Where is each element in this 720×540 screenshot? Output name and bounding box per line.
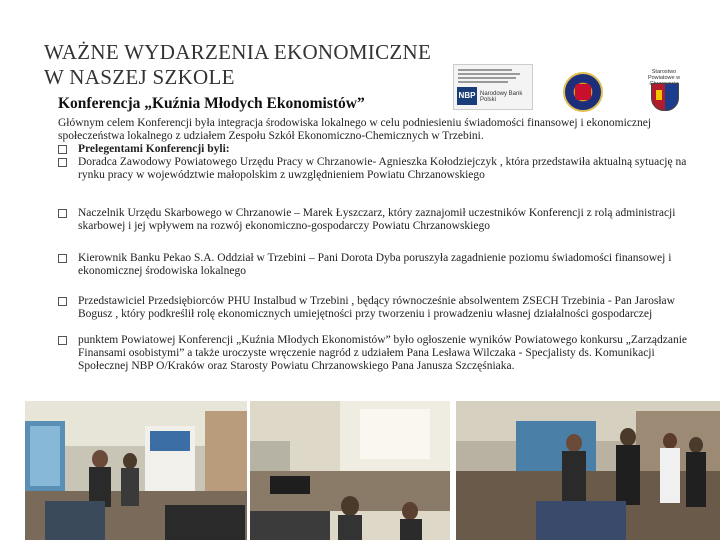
checkbox-bullet-icon <box>58 158 67 167</box>
nbp-logo <box>453 64 533 110</box>
conference-photo-3 <box>456 401 720 540</box>
county-crest-logo <box>651 83 679 111</box>
list-item <box>58 143 698 156</box>
list-item-text: Przedstawiciel Przedsiębiorców PHU Instalbud w Trzebini , będący równocześnie absolwentem ZSECH Trzebinia - Pan Jarosław Bogusz , który podkreślił rolę ekonomicznych umiejętności przy tworzeniu i prowadzeniu własnej działalności gospodarczej <box>78 295 675 320</box>
checkbox-bullet-icon <box>58 254 67 263</box>
photo-strip <box>0 401 720 540</box>
list-item-text: Kierownik Banku Pekao S.A. Oddział w Trzebini – Pani Dorota Dyba poruszyła zagadnienie poziomu świadomości finansowej i ekonomicznej środowiska lokalnego <box>78 252 672 277</box>
list-item <box>58 156 698 182</box>
conference-photo-2 <box>250 401 450 540</box>
title-line-2: W NASZEJ SZKOLE <box>44 65 235 89</box>
list-item-text: Prelegentami Konferencji byli: <box>78 143 230 155</box>
title-block <box>44 40 431 90</box>
content-body <box>58 117 698 372</box>
list-item <box>58 252 698 278</box>
title-line-1: WAŻNE WYDARZENIA EKONOMICZNE <box>44 40 432 64</box>
list-item <box>58 207 698 233</box>
conference-subtitle: Konferencja „Kuźnia Młodych Ekonomistów” <box>58 95 365 112</box>
conference-photo-1 <box>25 401 247 540</box>
intro-paragraph: Głównym celem Konferencji była integracja środowiska lokalnego w celu podniesieniu świadomości finansowej i ekonomicznej społeczeństwa lokalnego z udziałem Zespołu Szkół Ekonomiczno-Chemicznych w Trzebini. <box>58 117 652 142</box>
list-item-text: Naczelnik Urzędu Skarbowego w Chrzanowie – Marek Łyszczarz, który zaznajomił uczestników Konferencji z rolą administracji skarbowej i jej wpływem na rozwój ekonomiczno-gospodarczy Powiatu Chrzanowskiego <box>78 207 676 232</box>
checkbox-bullet-icon <box>58 145 67 154</box>
nbp-text: Narodowy Bank Polski <box>480 91 523 103</box>
list-item <box>58 295 698 321</box>
school-seal-logo <box>563 72 603 112</box>
checkbox-bullet-icon <box>58 209 67 218</box>
list-item-text: Doradca Zawodowy Powiatowego Urzędu Pracy w Chrzanowie- Agnieszka Kołodziejczyk , która przedstawiła aktualną sytuację na rynku pracy w województwie małopolskim z uwzględnieniem Powiatu Chrzanowskiego <box>78 156 687 181</box>
checkbox-bullet-icon <box>58 336 67 345</box>
list-item <box>58 334 698 373</box>
crest-caption: Starostwo Powiatowe w <box>647 69 681 81</box>
nbp-badge: NBP <box>457 87 477 105</box>
list-item-text: punktem Powiatowej Konferencji „Kuźnia Młodych Ekonomistów” było ogłoszenie wyników Powiatowego konkursu „Zarządzanie Finansami osobistymi” a także uroczyste wręczenie nagród z udziałem Pana Lesława Wilczaka - Specjalisty ds. Komunikacji Społecznej NBP O/Kraków oraz Starosty Powiatu Chrzanowskiego Pana Janusza Szczęśniaka. <box>78 334 688 372</box>
checkbox-bullet-icon <box>58 297 67 306</box>
